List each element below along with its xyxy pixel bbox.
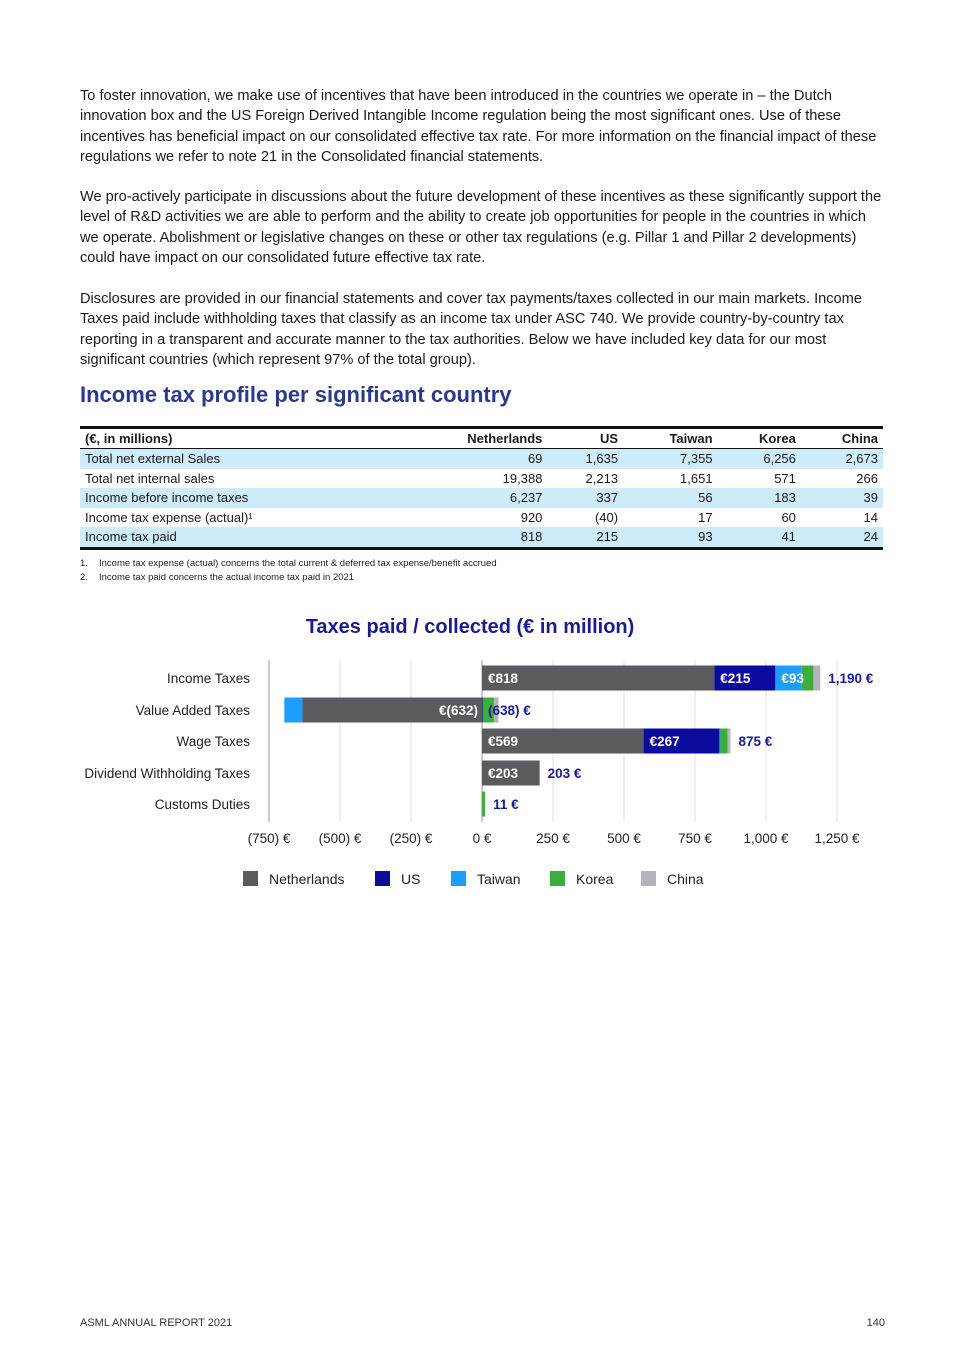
- legend-swatch: [375, 871, 390, 886]
- table-cell: 24: [801, 527, 883, 548]
- x-tick-label: (500) €: [318, 831, 362, 846]
- total-label: 875 €: [738, 734, 773, 749]
- category-label: Customs Duties: [154, 797, 250, 812]
- footer-report-name: ASML ANNUAL REPORT 2021: [80, 1317, 233, 1329]
- chart-title: Taxes paid / collected (€ in million): [305, 616, 635, 638]
- bar-korea: [482, 792, 485, 817]
- table-cell: 1,635: [547, 449, 623, 469]
- x-tick-label: (750) €: [247, 831, 291, 846]
- paragraph-incentives: To foster innovation, we make use of incentives that have been introduced in the countries we operate in – the Dutch innovation box and the US Foreign Derived Intangible Income regulation being the most significant ones. Use of these incentives has beneficial impact on our consolidated effective tax rate. For more information on the financial impact of these regulations we refer to note 21 in the Consolidated financial statements.: [80, 88, 877, 165]
- x-tick-label: 0 €: [472, 831, 492, 846]
- legend-label: Netherlands: [269, 871, 345, 887]
- table-cell: 571: [774, 470, 796, 486]
- table-cell: 2,213: [585, 470, 619, 486]
- column-header: Korea: [718, 428, 801, 449]
- x-tick-label: 500 €: [607, 831, 641, 846]
- total-label: 11 €: [493, 797, 519, 812]
- footnote-text: Income tax expense (actual) concerns the total current & deferred tax expense/benefit accrued: [99, 558, 497, 569]
- footnote-number: 1.: [80, 558, 88, 569]
- table-header-row: [80, 428, 883, 449]
- table-cell: 818: [396, 527, 547, 548]
- segment-label: €267: [649, 734, 680, 749]
- table-cell: 93: [623, 527, 717, 548]
- legend-label: China: [667, 871, 704, 887]
- table-cell: 920: [520, 509, 543, 525]
- table-cell: 69: [396, 449, 547, 469]
- table-cell: 215: [547, 527, 623, 548]
- x-tick-label: 250 €: [536, 831, 570, 846]
- category-label: Income Taxes: [166, 671, 250, 686]
- table-row: [80, 527, 883, 548]
- segment-label: €(632): [438, 703, 478, 718]
- table-cell: Income tax paid: [80, 527, 396, 548]
- bar-china: [728, 729, 731, 754]
- table-cell: Income tax expense (actual)¹: [85, 509, 253, 525]
- column-header: (€, in millions): [80, 428, 396, 449]
- x-tick-label: (250) €: [389, 831, 433, 846]
- category-label: Dividend Withholding Taxes: [84, 766, 250, 781]
- table-cell: Total net external Sales: [80, 449, 396, 469]
- category-label: Wage Taxes: [176, 734, 250, 749]
- legend-swatch: [451, 871, 466, 886]
- segment-label: €93: [781, 671, 804, 686]
- table-cell: 337: [547, 488, 623, 508]
- table-cell: 14: [863, 509, 878, 525]
- table-row: [80, 508, 883, 528]
- table-cell: (40): [594, 509, 619, 525]
- paragraph-discussions: We pro-actively participate in discussions about the future development of these incentives as these significantly support the level of R&D activities we are able to perform and the ability to create job opportunities for people in the countries in which we operate. Abolishment or legislative changes on these or other tax regulations (e.g. Pillar 1 and Pillar 2 developments) could have impact on our consolidated future effective tax rate.: [80, 189, 882, 266]
- total-label: 203 €: [547, 766, 582, 781]
- table-cell: 1,651: [680, 470, 713, 486]
- segment-label: €569: [488, 734, 519, 749]
- table-cell: 7,355: [623, 449, 717, 469]
- table-row: [80, 449, 883, 469]
- table-cell: 17: [698, 509, 713, 525]
- legend-swatch: [243, 871, 258, 886]
- legend-label: Korea: [576, 871, 614, 887]
- table-cell: 39: [801, 488, 883, 508]
- footer-page-number: 140: [866, 1317, 885, 1329]
- x-tick-label: 750 €: [678, 831, 712, 846]
- paragraph-disclosures: Disclosures are provided in our financial statements and cover tax payments/taxes collected in our main markets. Income Taxes paid include withholding taxes that classify as an income tax under ASC 740. We provide country-by-country tax reporting in a transparent and accurate manner to the tax authorities. Below we have included key data for our most significant countries (which represent 97% of the total group).: [80, 291, 862, 368]
- legend-swatch: [641, 871, 656, 886]
- table-cell: 41: [718, 527, 801, 548]
- legend-swatch: [550, 871, 565, 886]
- column-header: Taiwan: [623, 428, 717, 449]
- x-tick-label: 1,250 €: [814, 831, 860, 846]
- total-label: (638) €: [488, 703, 531, 718]
- bar-china: [813, 666, 820, 691]
- table-cell: 19,388: [502, 470, 543, 486]
- legend-label: Taiwan: [477, 871, 521, 887]
- taxes-chart: [0, 600, 965, 900]
- segment-label: €818: [488, 671, 519, 686]
- bar-taiwan: [284, 698, 302, 723]
- category-label: Value Added Taxes: [135, 703, 250, 718]
- table-cell: 6,237: [396, 488, 547, 508]
- table-cell: 6,256: [718, 449, 801, 469]
- table-cell: Total net internal sales: [85, 470, 215, 486]
- total-label: 1,190 €: [828, 671, 874, 686]
- footnote-2: [80, 572, 354, 583]
- section-title: Income tax profile per significant country: [80, 382, 512, 407]
- legend-label: US: [401, 871, 421, 887]
- table-cell: 56: [623, 488, 717, 508]
- footnote-text: Income tax paid concerns the actual income tax paid in 2021: [99, 572, 355, 583]
- bar-korea: [720, 729, 727, 754]
- segment-label: €203: [488, 766, 519, 781]
- table-cell: 183: [718, 488, 801, 508]
- footnote-number: 2.: [80, 572, 88, 583]
- table-cell: 60: [781, 509, 796, 525]
- column-header: China: [801, 428, 883, 449]
- income-tax-table: [80, 426, 883, 550]
- column-header: US: [547, 428, 623, 449]
- column-header: Netherlands: [396, 428, 547, 449]
- table-row: [80, 469, 883, 489]
- x-tick-label: 1,000 €: [743, 831, 789, 846]
- table-row: [80, 488, 883, 508]
- table-cell: 266: [856, 470, 878, 486]
- segment-label: €215: [720, 671, 751, 686]
- table-cell: 2,673: [801, 449, 883, 469]
- footnote-1: [80, 558, 497, 569]
- table-cell: Income before income taxes: [80, 488, 396, 508]
